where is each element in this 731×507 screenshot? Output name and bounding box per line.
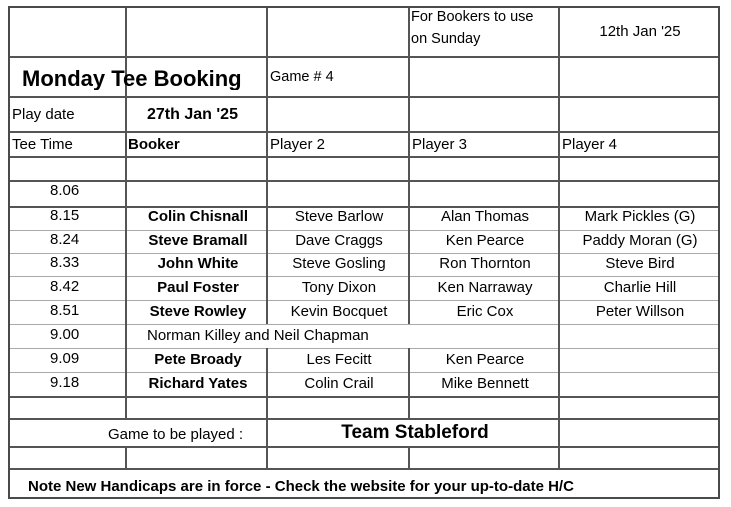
row-divider <box>10 180 718 182</box>
tee-time: 9.09 <box>50 351 80 366</box>
column-header-player-4: Player 4 <box>562 137 618 152</box>
booker-name: John White <box>157 256 239 271</box>
game-type-value: Team Stableford <box>341 423 489 442</box>
tee-time: 9.18 <box>50 375 80 390</box>
player-2-name: Colin Crail <box>304 376 374 391</box>
play-date-label: Play date <box>12 107 75 122</box>
tee-time: 8.15 <box>50 208 80 223</box>
player-2-name: Steve Gosling <box>292 256 386 271</box>
row-divider <box>10 276 718 277</box>
player-2-name: Les Fecitt <box>306 352 372 367</box>
player-2-name: Tony Dixon <box>301 280 377 295</box>
row-divider <box>10 131 718 133</box>
page-title: Monday Tee Booking <box>22 68 242 90</box>
player-2-name: Dave Craggs <box>295 233 383 248</box>
tee-booking-sheet <box>8 6 720 499</box>
booker-name: Steve Bramall <box>148 233 248 248</box>
row-divider <box>10 372 718 373</box>
row-divider <box>10 156 718 158</box>
row-divider <box>10 468 718 470</box>
column-divider <box>125 446 127 468</box>
tee-time: 9.00 <box>50 327 80 342</box>
column-header-tee-time: Tee Time <box>12 137 73 152</box>
booker-name: Pete Broady <box>154 352 242 367</box>
combined-booking-names: Norman Killey and Neil Chapman <box>147 328 369 343</box>
booker-name: Colin Chisnall <box>147 209 248 224</box>
row-divider <box>10 324 718 325</box>
row-divider <box>10 418 718 420</box>
player-2-name: Kevin Bocquet <box>290 304 388 319</box>
player-3-name: Alan Thomas <box>440 209 530 224</box>
tee-time: 8.42 <box>50 279 80 294</box>
column-header-player-2: Player 2 <box>270 137 326 152</box>
player-2-name: Steve Barlow <box>294 209 384 224</box>
tee-time: 8.33 <box>50 255 80 270</box>
player-4-name: Mark Pickles (G) <box>584 209 696 224</box>
row-divider <box>10 300 718 301</box>
row-divider <box>10 56 718 58</box>
player-3-name: Ken Pearce <box>445 352 525 367</box>
handicap-note: Note New Handicaps are in force - Check the website for your up-to-date H/C <box>28 479 574 494</box>
tee-time: 8.51 <box>50 303 80 318</box>
row-divider <box>10 230 718 231</box>
column-header-player-3: Player 3 <box>412 137 468 152</box>
player-3-name: Mike Bennett <box>441 376 529 391</box>
column-divider <box>408 446 410 468</box>
row-divider <box>10 396 718 398</box>
game-type-label: Game to be played : <box>108 427 244 442</box>
play-date-value: 27th Jan '25 <box>147 107 238 123</box>
booker-name: Paul Foster <box>157 280 239 295</box>
player-3-name: Eric Cox <box>456 304 514 319</box>
player-3-name: Ken Narraway <box>437 280 533 295</box>
player-3-name: Ron Thornton <box>439 256 531 271</box>
player-3-name: Ken Pearce <box>445 233 525 248</box>
sunday-date: 12th Jan '25 <box>599 24 681 39</box>
booker-name: Steve Rowley <box>149 304 247 319</box>
player-4-name: Peter Willson <box>595 304 685 319</box>
column-divider <box>125 131 127 418</box>
player-4-name: Charlie Hill <box>603 280 677 295</box>
row-divider <box>10 446 718 448</box>
player-4-name: Steve Bird <box>605 256 675 271</box>
row-divider <box>10 348 718 349</box>
row-divider <box>10 206 718 208</box>
row-divider <box>10 253 718 254</box>
tee-time: 8.06 <box>50 183 80 198</box>
column-divider <box>266 418 268 468</box>
column-header-booker: Booker <box>128 137 180 152</box>
bookers-note-line-2: on Sunday <box>411 32 481 47</box>
row-divider <box>10 96 718 98</box>
tee-time: 8.24 <box>50 232 80 247</box>
booker-name: Richard Yates <box>148 376 248 391</box>
bookers-note-line-1: For Bookers to use <box>411 10 534 25</box>
game-number: Game # 4 <box>270 70 334 85</box>
player-4-name: Paddy Moran (G) <box>582 233 698 248</box>
column-divider <box>408 8 410 324</box>
